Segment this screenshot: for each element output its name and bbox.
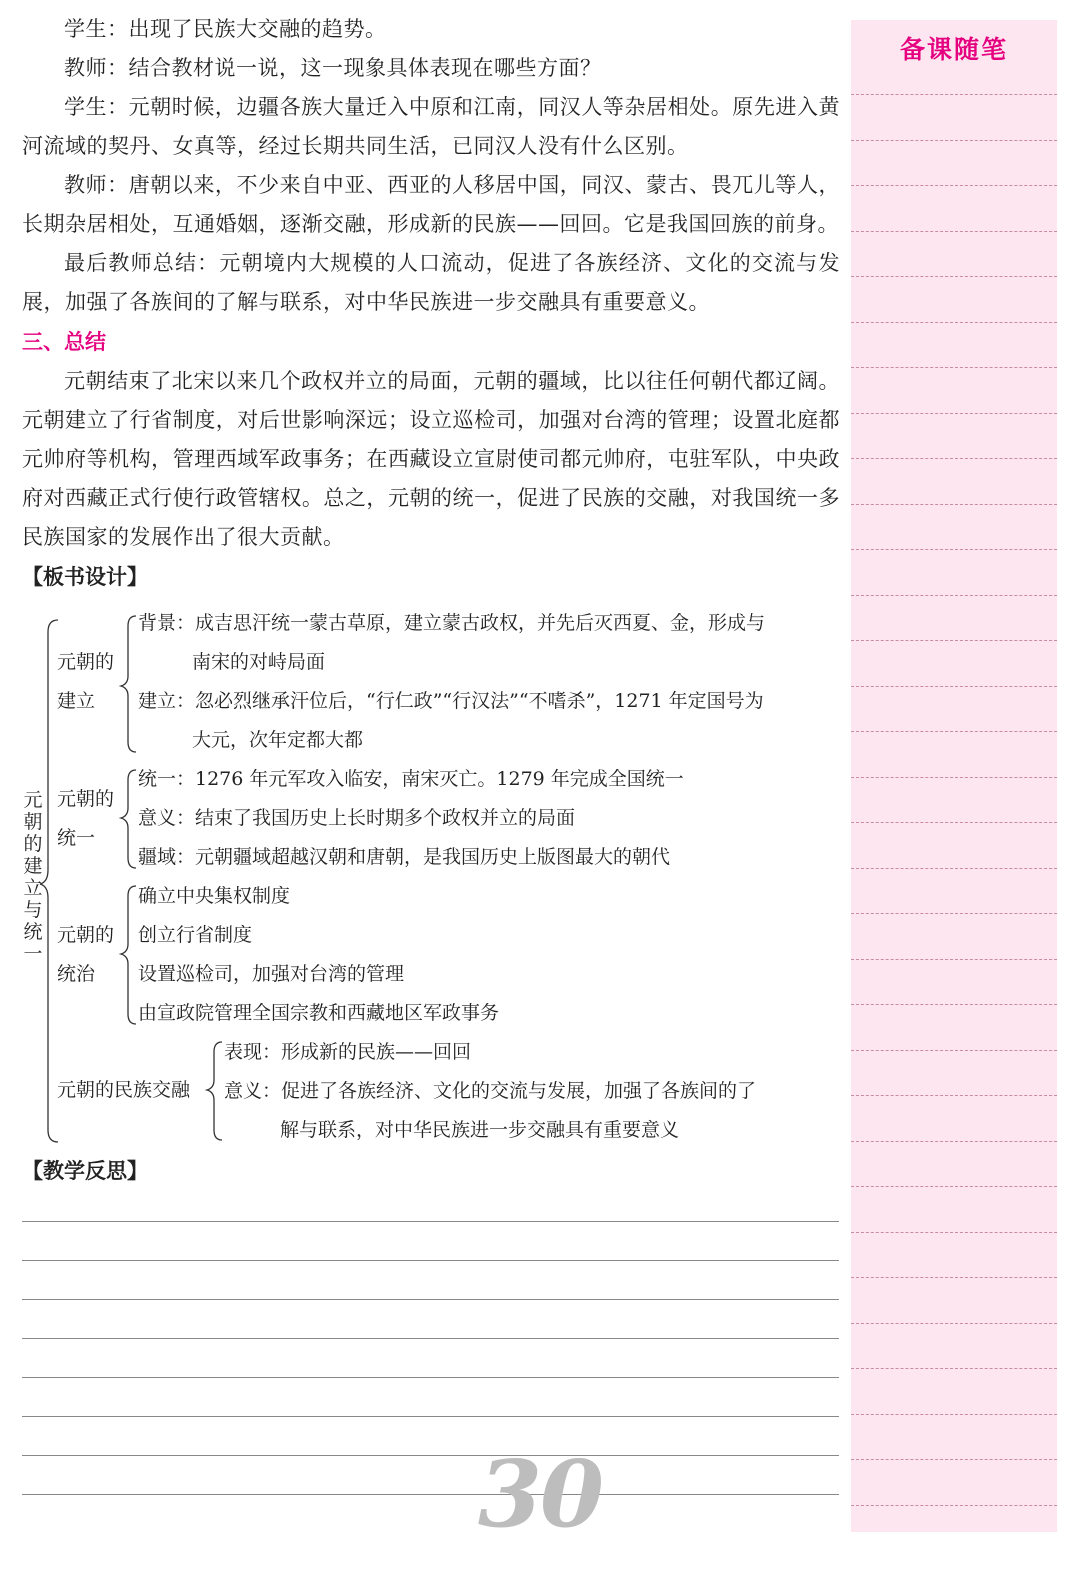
- s1-brace: [121, 616, 136, 752]
- board-design-heading: 【板书设计】: [22, 565, 148, 589]
- notes-line: [851, 413, 1057, 414]
- s2-unify-line: 统一：1276 年元军攻入临安，南宋灭亡。1279 年完成全国统一: [138, 768, 684, 790]
- notes-line: [851, 185, 1057, 186]
- reflection-line[interactable]: [22, 1416, 839, 1417]
- page-number: 30: [478, 1440, 603, 1548]
- s3-item: 创立行省制度: [138, 924, 253, 946]
- reflection-line[interactable]: [22, 1260, 839, 1261]
- notes-line: [851, 777, 1057, 778]
- s1-title-line1: 元朝的: [57, 651, 115, 673]
- s2-title-line1: 元朝的: [57, 788, 115, 810]
- notes-line: [851, 504, 1057, 505]
- notes-line: [851, 686, 1057, 687]
- notes-line: [851, 1186, 1057, 1187]
- s4-meaning-cont: 解与联系，对中华民族进一步交融具有重要意义: [280, 1119, 680, 1141]
- notes-line: [851, 1050, 1057, 1051]
- s3-item: 设置巡检司，加强对台湾的管理: [138, 963, 405, 985]
- reflection-line[interactable]: [22, 1494, 839, 1495]
- s1-establish-line: 建立：忽必烈继承汗位后，“行仁政”“行汉法”“不嗜杀”，1271 年定国号为: [138, 690, 764, 712]
- notes-line: [851, 1141, 1057, 1142]
- notes-line: [851, 1368, 1057, 1369]
- notes-line: [851, 1505, 1057, 1506]
- reflection-line[interactable]: [22, 1338, 839, 1339]
- notes-line: [851, 1414, 1057, 1415]
- reflection-line[interactable]: [22, 1299, 839, 1300]
- s1-background-cont: 南宋的对峙局面: [192, 651, 326, 673]
- notes-line: [851, 1277, 1057, 1278]
- s4-meaning-line: 意义：促进了各族经济、文化的交流与发展，加强了各族间的了: [224, 1080, 757, 1102]
- s1-background-line: 背景：成吉思汗统一蒙古草原，建立蒙古政权，并先后灭西夏、金，形成与: [138, 612, 766, 634]
- dialogue-paragraph: 最后教师总结：元朝境内大规模的人口流动，促进了各族经济、文化的交流与发展，加强了各族间的了解与联系，对中华民族进一步交融具有重要意义。: [22, 251, 840, 314]
- notes-line: [851, 1323, 1057, 1324]
- reflection-line[interactable]: [22, 1377, 839, 1378]
- summary-heading: 三、总结: [22, 330, 106, 354]
- reflection-line[interactable]: [22, 1455, 839, 1456]
- s3-item: 由宣政院管理全国宗教和西藏地区军政事务: [138, 1002, 500, 1024]
- notes-line: [851, 94, 1057, 95]
- notes-line: [851, 1459, 1057, 1460]
- notes-line: [851, 322, 1057, 323]
- s2-territory-line: 疆域：元朝疆域超越汉朝和唐朝，是我国历史上版图最大的朝代: [138, 846, 671, 868]
- s2-brace: [121, 770, 136, 868]
- notes-line: [851, 640, 1057, 641]
- notes-sidebar[interactable]: [851, 20, 1057, 1532]
- s2-meaning-line: 意义：结束了我国历史上长时期多个政权并立的局面: [138, 807, 576, 829]
- notes-line: [851, 595, 1057, 596]
- reflection-heading: 【教学反思】: [22, 1159, 148, 1183]
- s4-title: 元朝的民族交融: [57, 1079, 191, 1101]
- board-root-title: 元朝的建立与统一: [23, 789, 43, 965]
- dialogue-paragraph: 学生：元朝时候，边疆各族大量迁入中原和江南，同汉人等杂居相处。原先进入黄河流域的契丹、女真等，经过长期共同生活，已同汉人没有什么区别。: [22, 95, 840, 158]
- notes-line: [851, 959, 1057, 960]
- s4-manifest-line: 表现：形成新的民族——回回: [224, 1041, 472, 1063]
- dialogue-paragraph: 教师：结合教材说一说，这一现象具体表现在哪些方面？: [64, 56, 602, 80]
- notes-line: [851, 276, 1057, 277]
- s3-brace: [121, 886, 136, 1024]
- dialogue-paragraph: 教师：唐朝以来，不少来自中亚、西亚的人移居中国，同汉、蒙古、畏兀儿等人，长期杂居相处，互通婚姻，逐渐交融，形成新的民族——回回。它是我国回族的前身。: [22, 173, 840, 236]
- s2-title-line2: 统一: [57, 827, 96, 849]
- notes-line: [851, 822, 1057, 823]
- summary-paragraph: 元朝结束了北宋以来几个政权并立的局面，元朝的疆域，比以往任何朝代都辽阔。元朝建立了行省制度，对后世影响深远；设立巡检司，加强对台湾的管理；设置北庭都元帅府等机构，管理西域军政事务；在西藏设立宣尉使司都元帅府，屯驻军队，中央政府对西藏正式行使行政管辖权。总之，元朝的统一，促进了民族的交融，对我国统一多民族国家的发展作出了很大贡献。: [22, 369, 840, 549]
- notes-title: 备课随笔: [899, 35, 1008, 64]
- notes-line: [851, 731, 1057, 732]
- s3-title-line1: 元朝的: [57, 924, 115, 946]
- notes-line: [851, 140, 1057, 141]
- s4-brace: [207, 1042, 222, 1140]
- notes-line: [851, 367, 1057, 368]
- s3-item: 确立中央集权制度: [138, 885, 291, 907]
- s1-title-line2: 建立: [57, 690, 96, 712]
- notes-line: [851, 1004, 1057, 1005]
- reflection-line[interactable]: [22, 1221, 839, 1222]
- s3-title-line2: 统治: [57, 963, 96, 985]
- dialogue-paragraph: 学生：出现了民族大交融的趋势。: [64, 17, 387, 41]
- notes-line: [851, 1095, 1057, 1096]
- notes-line: [851, 913, 1057, 914]
- s1-establish-cont: 大元，次年定都大都: [192, 729, 364, 751]
- notes-line: [851, 458, 1057, 459]
- notes-line: [851, 1232, 1057, 1233]
- notes-line: [851, 231, 1057, 232]
- notes-line: [851, 549, 1057, 550]
- notes-line: [851, 868, 1057, 869]
